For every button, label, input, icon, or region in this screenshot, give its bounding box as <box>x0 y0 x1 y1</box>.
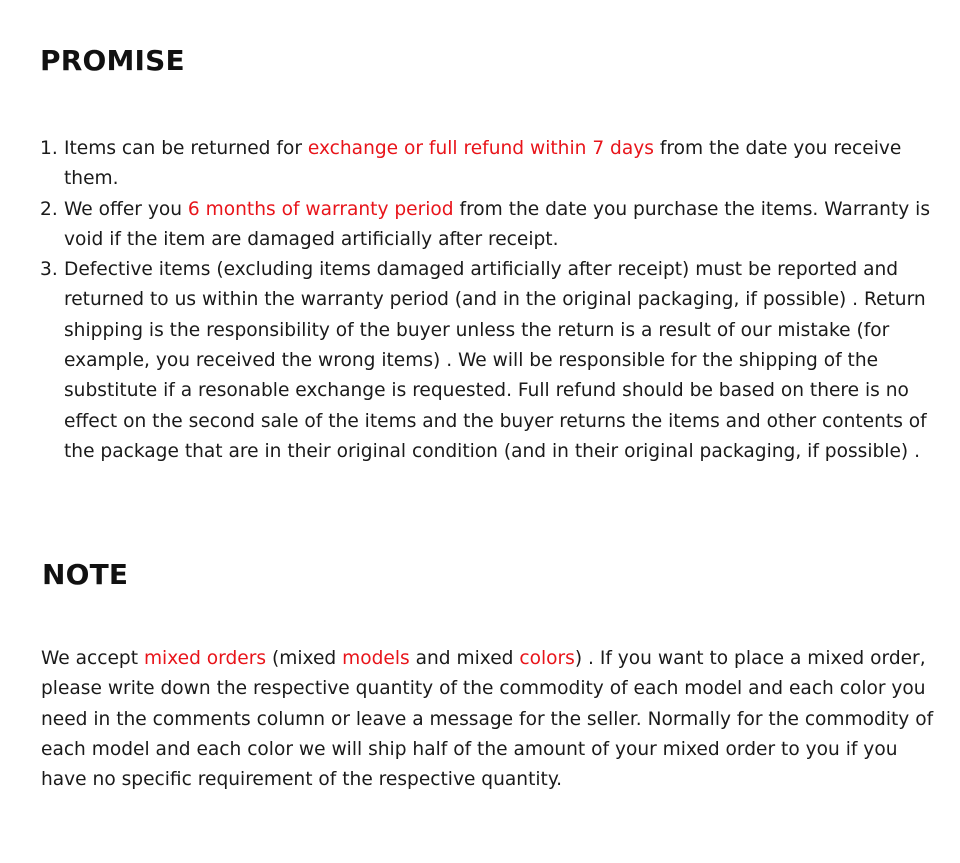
note-text: We accept <box>41 648 144 669</box>
promise-item-text: We offer you <box>64 198 188 220</box>
note-text: ) . If you want to place a mixed order, please write down the respective quantity of the commodity of each model and each color you need in the comments column or leave a message for the seller. Normally for the commodity of each model and each color we will ship half of the amount of your mixed order to you if you have no specific requirement of the respective quantity. <box>41 648 934 791</box>
list-number: 2. <box>40 198 58 220</box>
promise-item-text: from the date you receive them. <box>64 138 902 190</box>
promise-item-2 <box>40 195 935 256</box>
promise-item-1 <box>40 134 935 195</box>
promise-item-text: from the date you purchase the items. Warranty is void if the item are damaged artificially after receipt. <box>64 198 931 250</box>
note-paragraph <box>41 644 936 795</box>
note-title: NOTE <box>42 558 129 591</box>
promise-highlight: exchange or full refund within 7 days <box>307 138 654 159</box>
promise-item-text: Items can be returned for <box>64 138 308 159</box>
promise-title: PROMISE <box>40 44 185 77</box>
note-highlight-models: models <box>342 648 410 669</box>
promise-list <box>40 134 935 467</box>
note-highlight-colors: colors <box>519 648 575 669</box>
promise-highlight: 6 months of warranty period <box>187 198 454 220</box>
note-text: and mixed <box>409 648 520 669</box>
note-text: (mixed <box>266 648 343 669</box>
list-number: 3. <box>40 259 58 281</box>
note-highlight-mixed-orders: mixed orders <box>143 648 267 669</box>
list-number: 1. <box>40 138 58 159</box>
promise-item-text: Defective items (excluding items damaged artificially after receipt) must be reported and returned to us within the warranty period (and in the original packaging, if possible) . Return shipping is the responsibility of the buyer unless the return is a result of our mistake (for example, you received the wrong items) . We will be responsible for the shipping of the substitute if a resonable exchange is requested. Full refund should be based on there is no effect on the second sale of the items and the buyer returns the items and other contents of the package that are in their original condition (and in their original packaging, if possible) . <box>64 259 927 462</box>
promise-item-3 <box>40 255 935 467</box>
